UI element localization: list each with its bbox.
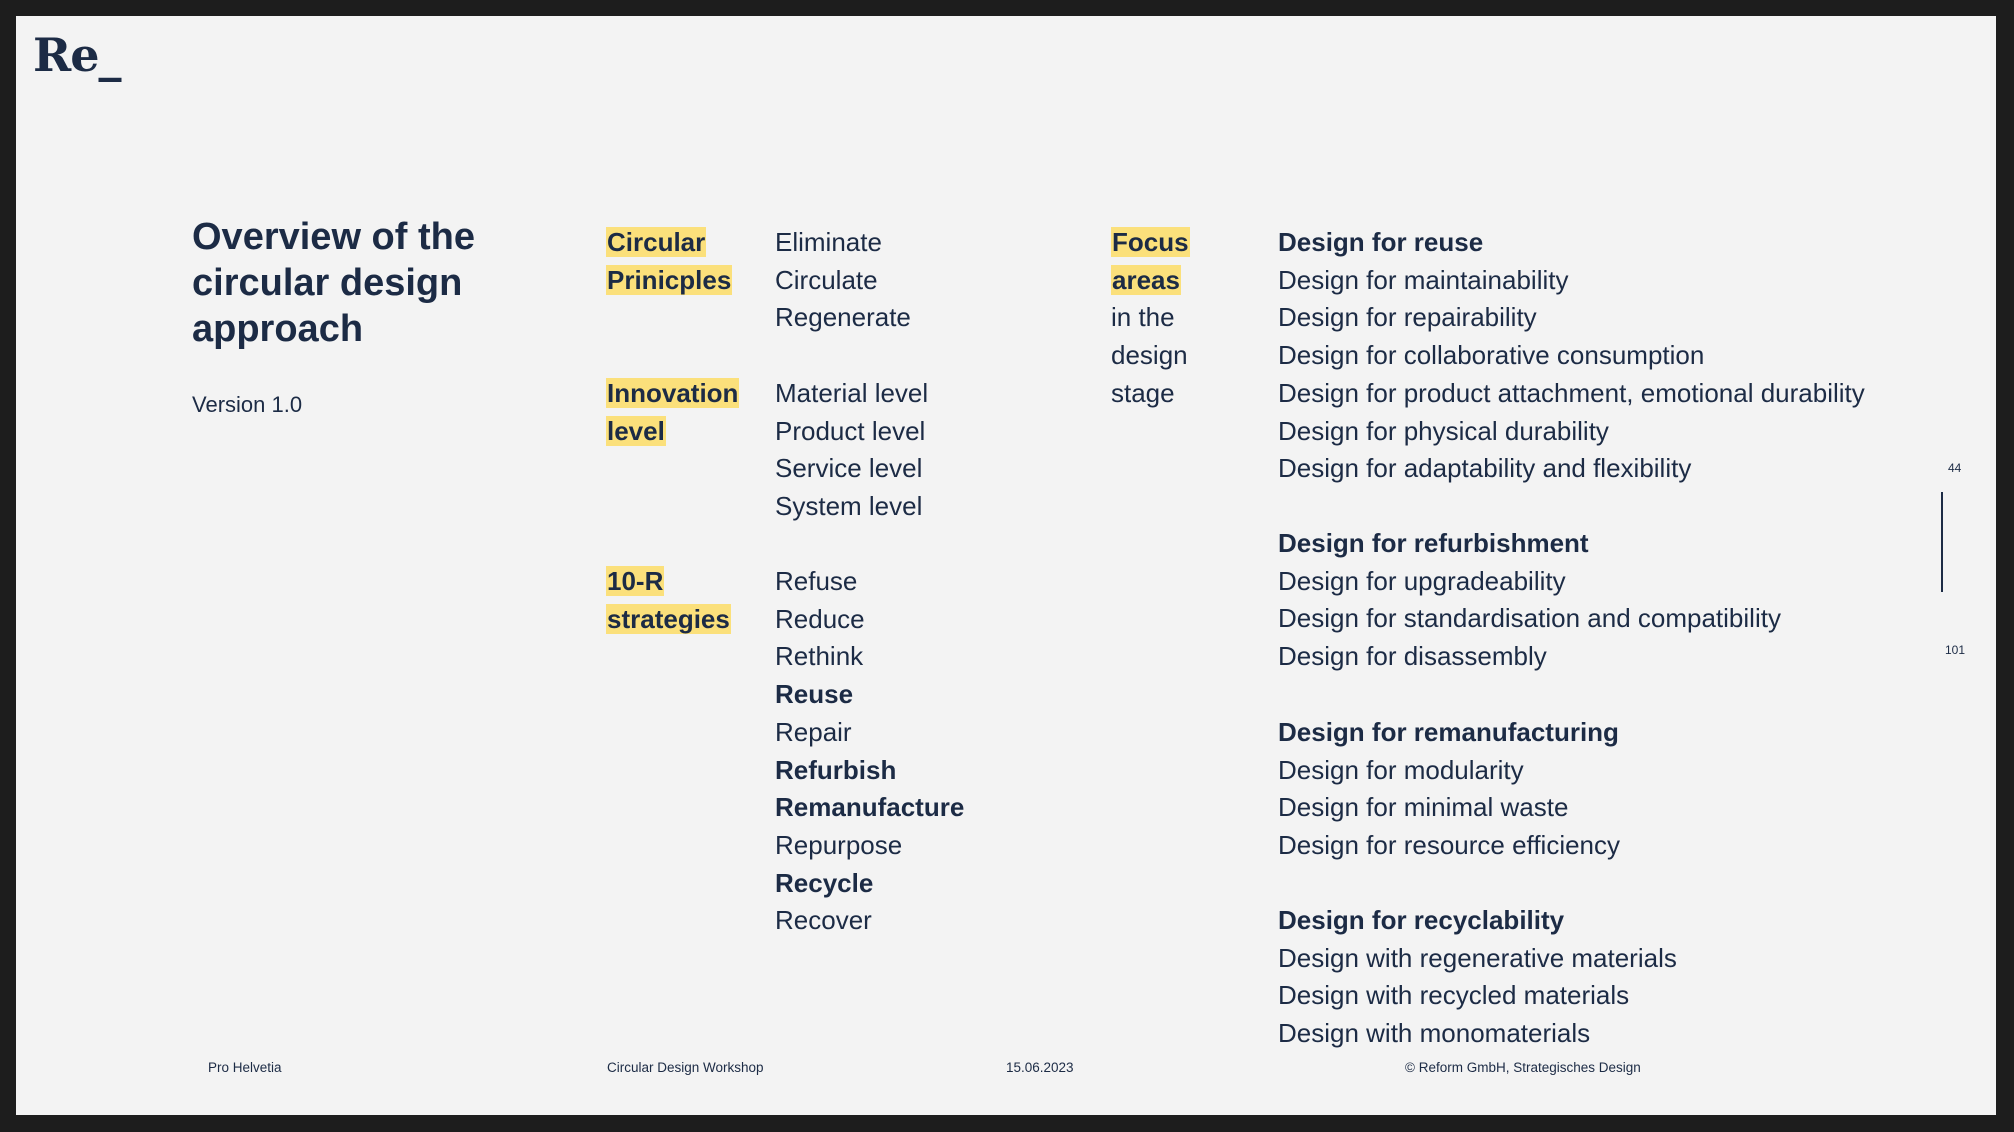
footer-copyright: © Reform GmbH, Strategisches Design	[1405, 1060, 1641, 1075]
principles-heading-line1: Circular	[607, 227, 706, 257]
principle-item: Eliminate	[775, 227, 882, 257]
design-item: Design for adaptability and flexibility	[1278, 453, 1692, 484]
innovation-heading	[606, 375, 739, 450]
innovation-heading-line2: level	[607, 415, 665, 446]
focus-heading-line1: Focus	[1112, 227, 1189, 257]
design-item: Design for resource efficiency	[1278, 830, 1621, 861]
strategy-item: Remanufacture	[775, 792, 965, 823]
principles-heading	[606, 224, 732, 299]
focus-heading	[1111, 224, 1190, 413]
page-title: Overview of the circular design approach	[192, 216, 475, 350]
design-group-title: Design for remanufacturing	[1278, 717, 1619, 747]
design-item: Design for standardisation and compatibility	[1278, 603, 1781, 634]
design-item: Design with recycled materials	[1278, 980, 1630, 1011]
total-page-number: 101	[1945, 643, 1966, 657]
design-item: Design for maintainability	[1278, 264, 1569, 295]
design-item: Design for repairability	[1278, 302, 1537, 333]
current-page-number: 44	[1948, 461, 1962, 475]
design-item: Design for product attachment, emotional durability	[1278, 377, 1865, 408]
design-item: Design for upgradeability	[1278, 565, 1566, 596]
innovation-item: System level	[775, 491, 923, 522]
innovation-item: Product level	[775, 415, 926, 446]
footer-date: 15.06.2023	[1006, 1060, 1074, 1075]
strategy-item: Rethink	[775, 641, 864, 672]
strategies-list	[775, 563, 964, 940]
strategies-heading-line2: strategies	[607, 603, 730, 634]
version-label: Version 1.0	[192, 392, 303, 417]
strategy-item: Refuse	[775, 566, 858, 596]
strategies-heading-line1: 10-R	[607, 566, 664, 596]
strategy-item: Refurbish	[775, 754, 897, 785]
innovation-list	[775, 375, 928, 526]
design-item: Design for modularity	[1278, 754, 1524, 785]
design-group-reuse	[1278, 224, 1865, 488]
design-group-title: Design for reuse	[1278, 227, 1484, 257]
design-item: Design for disassembly	[1278, 641, 1547, 672]
design-group-title: Design for recyclability	[1278, 905, 1565, 935]
principles-list	[775, 224, 911, 337]
design-item: Design for minimal waste	[1278, 792, 1569, 823]
strategy-item: Repair	[775, 716, 852, 747]
logo: Re_	[33, 28, 121, 82]
strategy-item: Recycle	[775, 867, 874, 898]
innovation-item: Material level	[775, 378, 929, 408]
design-item: Design with regenerative materials	[1278, 942, 1677, 973]
strategy-item: Repurpose	[775, 829, 903, 860]
innovation-item: Service level	[775, 453, 923, 484]
design-group-remanufacturing	[1278, 714, 1620, 865]
design-item: Design for collaborative consumption	[1278, 340, 1705, 371]
principle-item: Circulate	[775, 264, 878, 295]
design-group-recyclability	[1278, 902, 1677, 1053]
principle-item: Regenerate	[775, 302, 911, 333]
focus-subtext-line: design	[1111, 340, 1188, 371]
strategy-item: Recover	[775, 905, 872, 936]
strategy-item: Reduce	[775, 603, 865, 634]
focus-subtext-line: stage	[1111, 377, 1175, 408]
strategy-item: Reuse	[775, 679, 854, 710]
focus-heading-line2: areas	[1112, 264, 1180, 295]
focus-subtext-line: in the	[1111, 302, 1175, 333]
footer-client: Pro Helvetia	[208, 1060, 282, 1075]
page-progress-line	[1941, 492, 1943, 592]
footer-event: Circular Design Workshop	[607, 1060, 764, 1075]
design-item: Design for physical durability	[1278, 415, 1609, 446]
principles-heading-line2: Prinicples	[607, 264, 732, 295]
design-group-title: Design for refurbishment	[1278, 528, 1589, 558]
design-item: Design with monomaterials	[1278, 1018, 1591, 1049]
design-group-refurbishment	[1278, 525, 1781, 676]
strategies-heading	[606, 563, 731, 638]
innovation-heading-line1: Innovation	[607, 378, 739, 408]
